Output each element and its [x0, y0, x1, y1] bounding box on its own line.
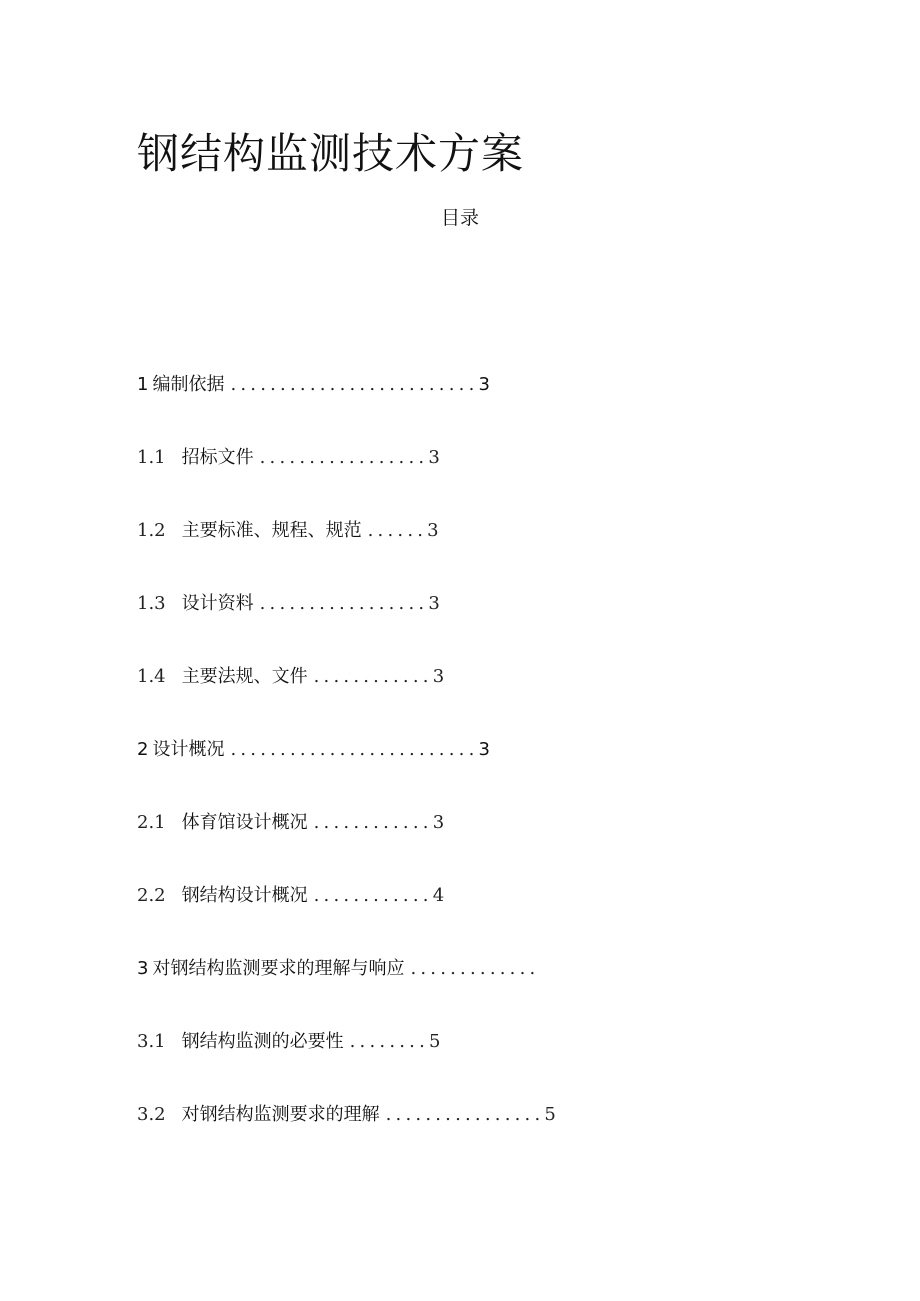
toc-entry-page: 3 [427, 519, 439, 541]
toc-entry-number: 1 [137, 373, 149, 395]
toc-entry-title: 钢结构监测的必要性 [181, 1030, 344, 1052]
toc-entry[interactable] [137, 786, 556, 859]
toc-entry-page: 5 [429, 1030, 441, 1052]
toc-entry[interactable] [137, 640, 556, 713]
toc-entry-number: 3 [137, 957, 149, 979]
toc-entry-number: 2 [137, 738, 149, 760]
document-title: 钢结构监测技术方案 [137, 129, 525, 178]
toc-entry-leader: ...... [367, 519, 428, 541]
toc-entry[interactable] [137, 421, 556, 494]
toc-entry-leader: ........ [349, 1030, 430, 1052]
toc-entry-number: 1.2 [137, 519, 166, 541]
toc-entry-leader: ................. [259, 446, 429, 468]
toc-entry-page: 4 [432, 884, 445, 906]
toc-entry-page: 3 [478, 738, 490, 760]
toc-entry-page: 3 [428, 446, 440, 468]
toc-entry-title: 体育馆设计概况 [181, 811, 308, 833]
toc-entry-leader: ................. [259, 592, 429, 614]
toc-entry-page: 3 [428, 592, 440, 614]
toc-entry-title: 主要标准、规程、规范 [181, 519, 362, 541]
toc-entry-leader: ......................... [230, 373, 479, 395]
toc-entry-leader: ................ [385, 1103, 545, 1125]
toc-entry[interactable] [137, 494, 556, 567]
toc-entry-page: 3 [432, 665, 445, 687]
toc-entry[interactable] [137, 1078, 556, 1151]
toc-entry[interactable] [137, 932, 556, 1005]
toc-entry-page: 3 [432, 811, 445, 833]
toc-entry-number: 1.1 [137, 446, 166, 468]
toc-entry-leader: ............ [313, 665, 433, 687]
table-of-contents [137, 348, 556, 1151]
toc-heading: 目录 [441, 207, 480, 229]
toc-entry-number: 3.2 [137, 1103, 166, 1125]
toc-entry-page: 3 [478, 373, 490, 395]
toc-entry[interactable] [137, 348, 556, 421]
toc-entry-title: 对钢结构监测要求的理解与响应 [152, 957, 405, 979]
toc-entry-title: 设计资料 [181, 592, 254, 614]
toc-entry[interactable] [137, 1005, 556, 1078]
toc-entry-leader: ............. [410, 957, 540, 979]
toc-entry[interactable] [137, 713, 556, 786]
toc-entry[interactable] [137, 859, 556, 932]
toc-entry[interactable] [137, 567, 556, 640]
toc-entry-title: 设计概况 [152, 738, 225, 760]
toc-entry-title: 招标文件 [181, 446, 254, 468]
toc-entry-leader: ......................... [230, 738, 479, 760]
toc-entry-title: 钢结构设计概况 [181, 884, 308, 906]
toc-entry-number: 3.1 [137, 1030, 166, 1052]
toc-entry-number: 1.3 [137, 592, 166, 614]
toc-entry-title: 主要法规、文件 [181, 665, 308, 687]
toc-entry-title: 编制依据 [152, 373, 225, 395]
toc-entry-title: 对钢结构监测要求的理解 [181, 1103, 380, 1125]
toc-entry-leader: ............ [313, 811, 433, 833]
toc-entry-number: 2.2 [137, 884, 166, 906]
toc-entry-number: 1.4 [137, 665, 166, 687]
toc-entry-number: 2.1 [137, 811, 166, 833]
toc-entry-leader: ............ [313, 884, 433, 906]
toc-entry-page: 5 [544, 1103, 556, 1125]
